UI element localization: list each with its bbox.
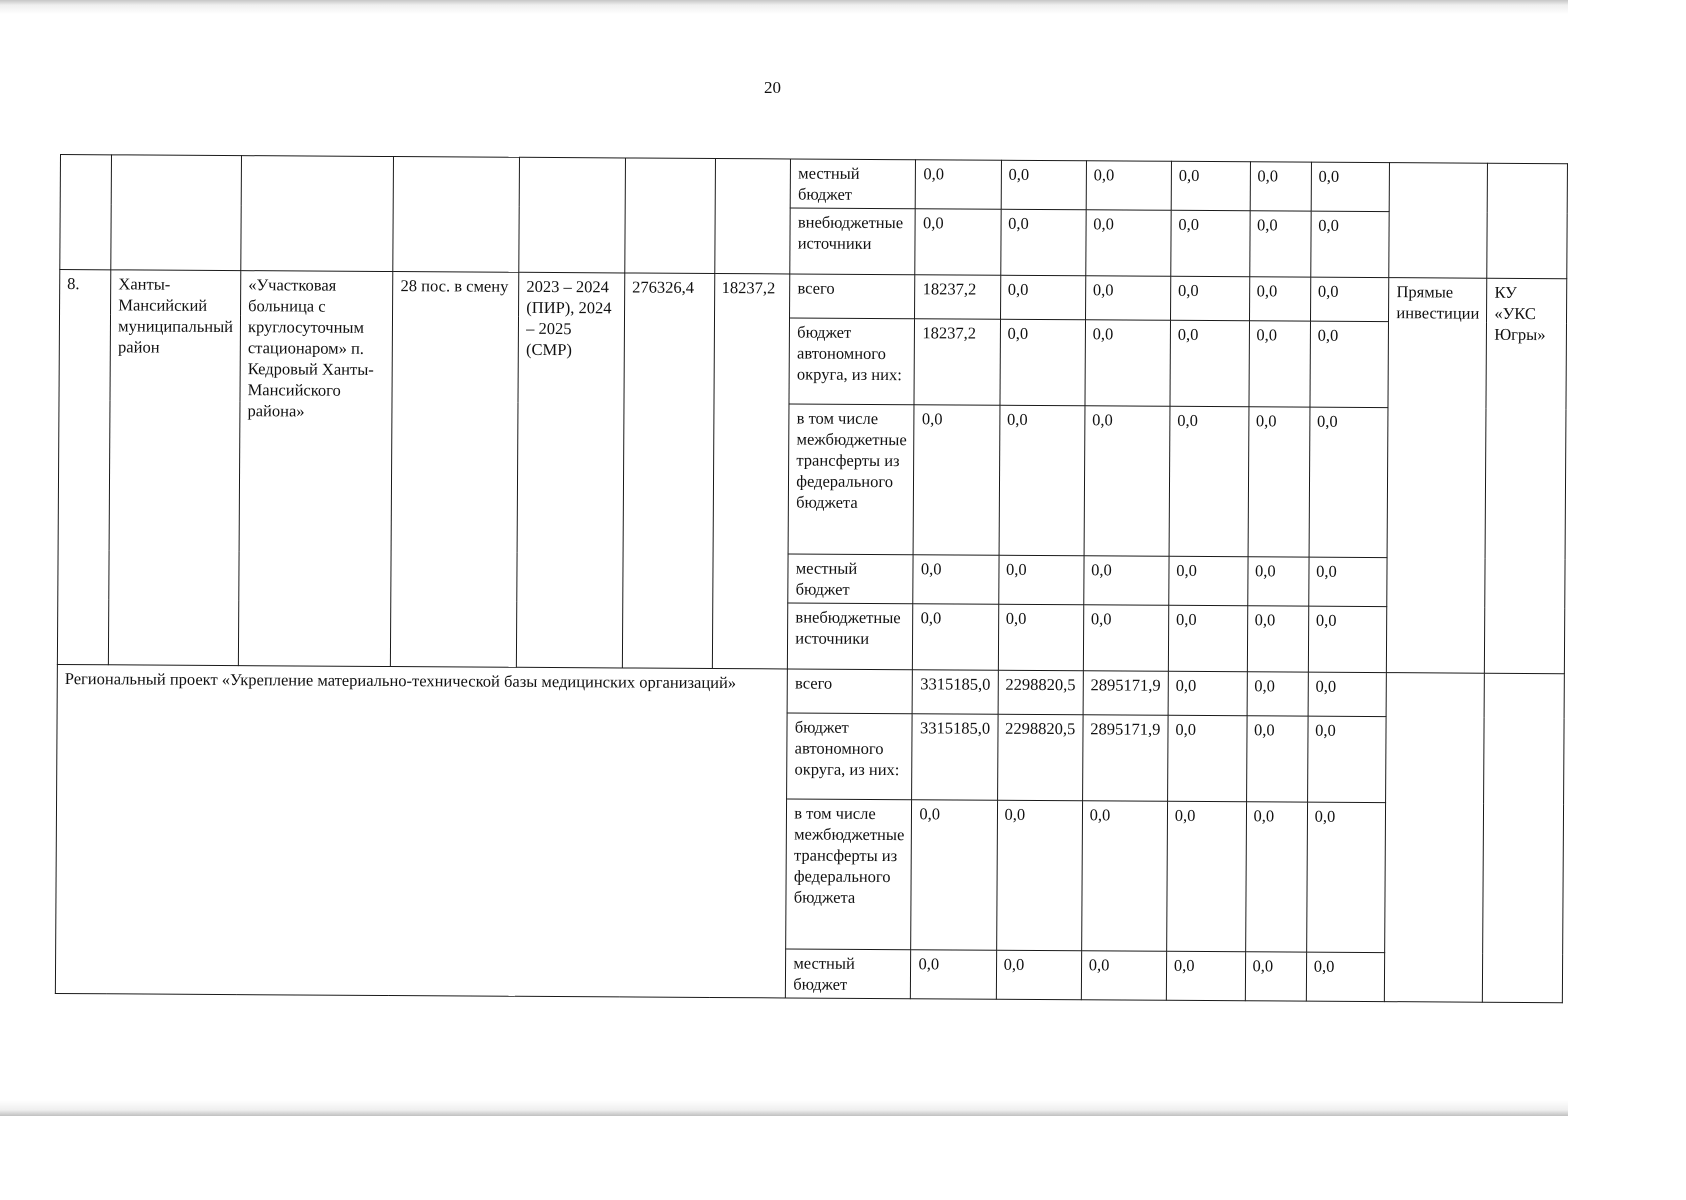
customer-cell: КУ «УКС Югры» [1485, 278, 1567, 673]
value-cell: 0,0 [913, 604, 999, 671]
value-cell: 0,0 [1245, 802, 1307, 952]
funding-source-cell: внебюджетные источники [788, 603, 914, 670]
empty-cell [1385, 673, 1485, 1003]
object-name-cell: «Участковая больница с круглосуточным стационаром» п. Кедровый Ханты-Мансийского района» [238, 271, 393, 667]
estimated-cost-cell: 276326,4 [622, 273, 714, 669]
value-cell: 0,0 [1245, 952, 1307, 1001]
value-cell: 0,0 [1310, 321, 1389, 407]
funding-source-cell: внебюджетные источники [790, 208, 916, 275]
scan-edge-top [0, 0, 1568, 14]
value-cell: 0,0 [1084, 406, 1170, 557]
value-cell: 0,0 [911, 950, 996, 1000]
value-cell: 18237,2 [914, 319, 1000, 406]
value-cell: 0,0 [1247, 606, 1309, 672]
value-cell: 0,0 [1170, 320, 1249, 406]
value-cell: 0,0 [1306, 802, 1386, 952]
empty-cell [1483, 673, 1565, 1002]
value-cell: 0,0 [996, 800, 1082, 951]
value-cell: 0,0 [915, 209, 1001, 276]
empty-cell [393, 157, 520, 273]
value-cell: 0,0 [1001, 160, 1086, 210]
value-cell: 0,0 [1249, 277, 1310, 321]
value-cell: 0,0 [999, 405, 1085, 556]
empty-cell [625, 158, 715, 274]
table-row [60, 155, 1567, 213]
value-cell: 0,0 [1310, 211, 1389, 277]
value-cell: 0,0 [1248, 407, 1310, 557]
empty-cell [1487, 163, 1567, 278]
empty-cell [60, 155, 112, 270]
value-cell: 0,0 [1247, 557, 1309, 606]
value-cell: 0,0 [1169, 556, 1248, 605]
value-cell: 0,0 [998, 604, 1084, 671]
value-cell: 0,0 [1250, 162, 1312, 211]
empty-cell [519, 157, 625, 273]
value-cell: 0,0 [916, 160, 1001, 210]
value-cell: 0,0 [1311, 162, 1390, 211]
value-cell: 0,0 [1166, 801, 1246, 951]
value-cell: 0,0 [1247, 672, 1308, 716]
value-cell: 0,0 [1166, 951, 1245, 1000]
value-cell: 0,0 [1083, 605, 1169, 672]
scan-edge-bottom [0, 1100, 1568, 1116]
value-cell: 0,0 [1306, 952, 1385, 1001]
period-cell: 2023 – 2024 (ПИР), 2024 – 2025 (СМР) [517, 272, 625, 668]
value-cell: 0,0 [998, 555, 1083, 605]
empty-cell [111, 155, 242, 271]
table-row [57, 664, 1564, 717]
value-cell: 2298820,5 [998, 670, 1083, 715]
value-cell: 2298820,5 [997, 714, 1083, 801]
municipality-cell: Ханты-Мансийский муниципальный район [109, 270, 241, 666]
budget-table [55, 154, 1568, 1003]
value-cell: 0,0 [1248, 321, 1310, 407]
funding-source-cell: местный бюджет [788, 554, 913, 604]
value-cell: 0,0 [913, 555, 998, 605]
funding-source-cell: в том числе межбюджетные трансферты из федерального бюджета [786, 799, 912, 950]
value-cell: 3315185,0 [913, 670, 998, 715]
value-cell: 0,0 [1168, 671, 1247, 715]
value-cell: 0,0 [1309, 407, 1389, 557]
value-cell: 0,0 [1308, 672, 1387, 716]
value-cell: 0,0 [1310, 277, 1389, 321]
capacity-cell: 28 пос. в смену [391, 272, 519, 668]
value-cell: 0,0 [1085, 210, 1171, 277]
value-cell: 0,0 [1308, 557, 1387, 606]
value-cell: 0,0 [1307, 716, 1386, 802]
value-cell: 0,0 [1308, 606, 1387, 672]
value-cell: 3315185,0 [912, 714, 998, 801]
value-cell: 0,0 [996, 950, 1081, 1000]
value-cell: 18237,2 [915, 275, 1000, 320]
value-cell: 0,0 [1085, 320, 1171, 407]
value-cell: 0,0 [1081, 801, 1167, 952]
empty-cell [241, 156, 394, 272]
value-cell: 0,0 [1249, 211, 1311, 277]
funding-source-cell: местный бюджет [790, 159, 915, 209]
value-cell: 0,0 [1000, 275, 1085, 320]
remaining-cost-cell: 18237,2 [712, 273, 790, 668]
value-cell: 0,0 [1000, 319, 1086, 406]
value-cell: 0,0 [1083, 556, 1168, 606]
empty-cell [714, 159, 790, 274]
value-cell: 0,0 [1169, 406, 1249, 556]
value-cell: 0,0 [1170, 276, 1249, 320]
value-cell: 0,0 [1085, 276, 1170, 321]
page-number: 20 [764, 78, 781, 97]
funding-source-cell: всего [787, 669, 912, 714]
value-cell: 0,0 [1086, 161, 1171, 211]
value-cell: 0,0 [911, 800, 997, 951]
value-cell: 0,0 [1168, 605, 1247, 671]
value-cell: 0,0 [1000, 209, 1086, 276]
value-cell: 0,0 [1081, 951, 1166, 1001]
funding-source-cell: бюджет автономного округа, из них: [789, 318, 915, 405]
investment-form-cell: Прямые инвестиции [1387, 278, 1487, 674]
value-cell: 2895171,9 [1082, 715, 1168, 802]
funding-source-cell: бюджет автономного округа, из них: [787, 713, 913, 800]
value-cell: 0,0 [914, 405, 1000, 556]
regional-project-title: Региональный проект «Укрепление материально-технической базы медицинских организаций» [55, 664, 787, 997]
funding-source-cell: местный бюджет [786, 949, 911, 999]
table-row [60, 270, 1567, 323]
value-cell: 0,0 [1167, 715, 1246, 801]
entry-number: 8. [57, 270, 111, 665]
funding-source-cell: в том числе межбюджетные трансферты из федерального бюджета [788, 404, 914, 555]
value-cell: 0,0 [1171, 210, 1250, 276]
value-cell: 0,0 [1246, 716, 1308, 802]
empty-cell [1389, 163, 1488, 279]
value-cell: 0,0 [1171, 161, 1250, 210]
funding-source-cell: всего [790, 274, 915, 319]
value-cell: 2895171,9 [1083, 671, 1168, 716]
